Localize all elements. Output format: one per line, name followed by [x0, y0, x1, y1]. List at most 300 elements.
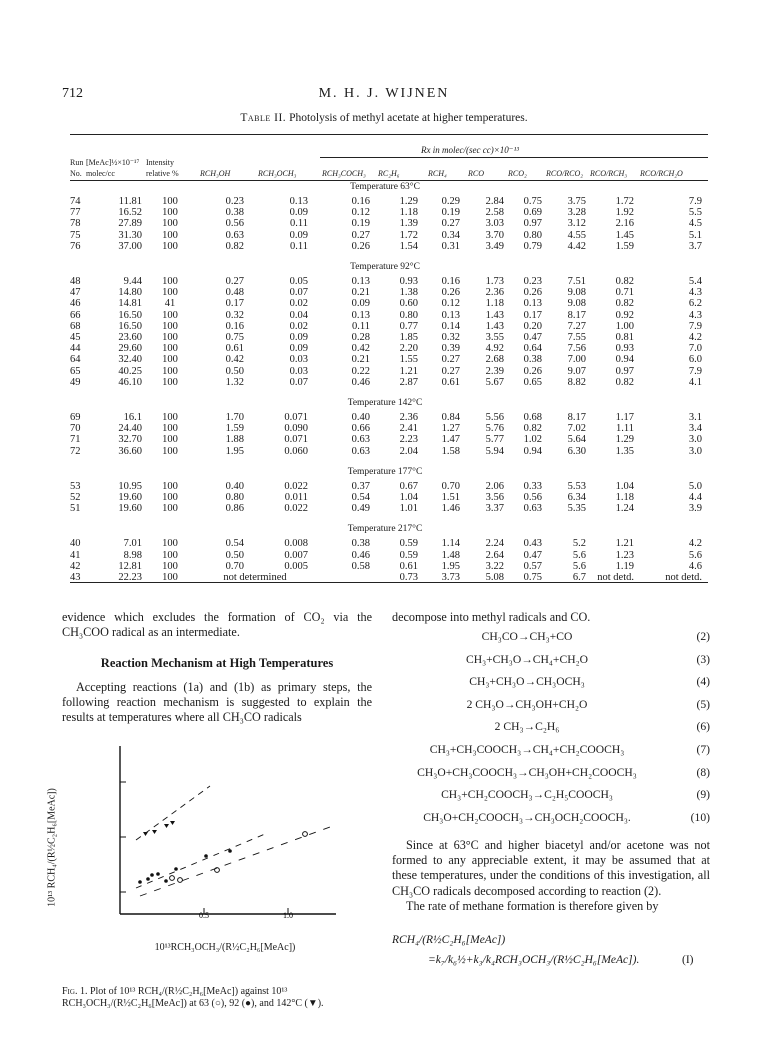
- rate-equation-number: (I): [682, 954, 694, 966]
- table-cell: 0.27: [441, 218, 460, 230]
- table-cell: 0.46: [351, 376, 370, 388]
- table-cell: not determined: [223, 572, 287, 583]
- table-cell: 9.44: [123, 276, 142, 287]
- table-cell: 0.40: [225, 480, 244, 492]
- table-cell: 0.060: [284, 445, 308, 457]
- data-point: [164, 824, 169, 828]
- table-cell: 5.6: [572, 560, 586, 572]
- table-cell: 0.94: [523, 445, 542, 457]
- table-cell: 0.54: [351, 492, 370, 503]
- table-cell: 100: [162, 309, 178, 321]
- table-cell: 2.16: [615, 218, 634, 230]
- data-point: [174, 867, 178, 871]
- table-cell: 0.09: [289, 343, 308, 355]
- table-cell: 0.38: [523, 354, 542, 366]
- table-cell: 0.82: [523, 423, 542, 435]
- table-cell: 0.03: [289, 365, 308, 377]
- table-cell: 0.46: [351, 549, 370, 561]
- table-cell: 0.09: [289, 332, 308, 343]
- table-cell: 2.36: [485, 287, 504, 299]
- equation: [392, 766, 710, 782]
- table-cell: 51: [70, 503, 81, 515]
- table-cell: not detd.: [665, 572, 702, 583]
- table-cell: 1.43: [485, 320, 504, 332]
- table-cell: 3.56: [485, 492, 504, 503]
- table-cell: 0.27: [351, 229, 370, 241]
- table-cell: 0.47: [523, 332, 542, 343]
- table-cell: 5.6: [572, 549, 586, 561]
- table-cell: 0.63: [351, 434, 370, 446]
- table-cell: 6.2: [688, 298, 702, 310]
- table-cell: 0.94: [615, 354, 634, 366]
- table-cell: 8.17: [567, 309, 586, 321]
- table-cell: 0.27: [441, 354, 460, 366]
- table-cell: 0.79: [523, 240, 542, 252]
- table-cell: 19.60: [118, 492, 142, 503]
- equation-text: 2 CH₃O→CH₃OH+CH₂O: [466, 697, 588, 711]
- table-cell: 5.53: [567, 480, 586, 492]
- fit-line-63: [140, 827, 330, 896]
- table-cell: 100: [162, 343, 178, 355]
- table-cell: 7.9: [688, 196, 702, 207]
- table-cell: 29.60: [118, 343, 142, 355]
- table-cell: 100: [162, 480, 178, 492]
- table-cell: 24.40: [118, 423, 142, 435]
- table-cell: 1.43: [485, 309, 504, 321]
- table-cell: 7.51: [567, 276, 586, 287]
- table-cell: 41: [164, 298, 176, 310]
- table-cell: 0.86: [225, 503, 244, 515]
- table-cell: 1.18: [615, 492, 634, 503]
- table-cell: 37.00: [118, 240, 142, 252]
- table-cell: 5.76: [485, 423, 504, 435]
- table-cell: 72: [70, 445, 81, 457]
- table-cell: 11.81: [118, 196, 142, 207]
- table-cell: 1.32: [225, 376, 244, 388]
- table-cell: 100: [162, 196, 178, 207]
- table-cell: 9.08: [567, 287, 586, 299]
- equation: [392, 698, 710, 714]
- table-cell: 0.17: [225, 298, 244, 310]
- table-cell: 0.26: [441, 287, 460, 299]
- table-column-header: RCO/RCH₂O: [640, 169, 683, 178]
- table-cell: 0.80: [523, 229, 542, 241]
- table-cell: 0.63: [351, 445, 370, 457]
- table-cell: 0.13: [351, 276, 370, 287]
- table-cell: 0.09: [351, 298, 370, 310]
- table-cell: 0.80: [225, 492, 244, 503]
- table-cell: 0.04: [289, 309, 308, 321]
- table-cell: 0.42: [351, 343, 370, 355]
- table-cell: 5.5: [688, 207, 702, 219]
- temperature-group-label: Temperature 63°C: [350, 182, 420, 192]
- table-cell: 9.07: [567, 365, 586, 377]
- table-cell: 2.06: [485, 480, 504, 492]
- table-cell: 78: [70, 218, 81, 230]
- table-cell: 10.95: [118, 480, 142, 492]
- equation: [392, 743, 710, 759]
- temperature-group-label: Temperature 217°C: [347, 524, 423, 535]
- table-bottom-rule: [70, 582, 708, 583]
- table-cell: 19.60: [118, 503, 142, 515]
- table-column-header: RCO₂: [508, 169, 527, 178]
- figure-plot: [80, 742, 340, 962]
- table-column-header: RCO/RCH₃: [590, 169, 628, 178]
- equation-text: CH₃+CH₃O→CH₃OCH₃: [469, 675, 585, 689]
- table-cell: 1.47: [441, 434, 460, 446]
- table-cell: 0.31: [441, 240, 460, 252]
- table-cell: 0.47: [523, 549, 542, 561]
- table-cell: 8.98: [123, 549, 142, 561]
- table-cell: 1.29: [399, 196, 418, 207]
- left-paragraph-1: evidence which excludes the formation of CO₂ via the CH₃COO radical as an intermediate.: [62, 610, 372, 640]
- table-cell: 0.82: [615, 276, 634, 287]
- table-cell: 0.75: [523, 572, 542, 583]
- table-cell: 4.2: [688, 332, 702, 343]
- equation-number: (7): [696, 743, 710, 756]
- table-cell: 0.61: [225, 343, 244, 355]
- table-cell: 0.11: [290, 240, 308, 252]
- rate-equation-line-2: =k₇/k₆½+k₃/k₄RCH₃OCH₃/(R½C₂H₆[MeAc]).: [428, 954, 640, 966]
- equation: [392, 675, 710, 691]
- table-cell: 0.75: [225, 332, 244, 343]
- data-point: [150, 873, 154, 877]
- table-cell: 1.01: [399, 503, 418, 515]
- table-cell: 1.72: [399, 229, 418, 241]
- table-cell: 0.09: [289, 207, 308, 219]
- table-cell: 100: [162, 560, 178, 572]
- table-cell: 0.26: [523, 365, 542, 377]
- table-cell: 100: [162, 287, 178, 299]
- table-cell: 100: [162, 549, 178, 561]
- table-cell: 6.34: [567, 492, 586, 503]
- table-cell: 1.04: [399, 492, 418, 503]
- table-cell: 27.89: [118, 218, 142, 230]
- table-column-header: RC₂H₆: [378, 169, 400, 178]
- table-cell: 3.9: [688, 503, 702, 515]
- table-cell: 0.93: [615, 343, 634, 355]
- table-cell: 1.95: [225, 445, 244, 457]
- table-cell: 40: [70, 538, 81, 550]
- table-column-header: RCO: [468, 169, 484, 178]
- table-cell: 1.21: [615, 538, 634, 550]
- table-cell: 6.7: [572, 572, 586, 583]
- table-cell: 7.02: [567, 423, 586, 435]
- table-cell: 4.1: [688, 376, 702, 388]
- x-tick-label: 1.0: [283, 911, 293, 920]
- table-cell: 0.42: [225, 354, 244, 366]
- table-cell: 6.30: [567, 445, 586, 457]
- table-cell: 1.18: [485, 298, 504, 310]
- table-cell: 2.64: [485, 549, 504, 561]
- table-cell: 0.07: [289, 376, 308, 388]
- equation-text: CH₃O+CH₃COOCH₃→CH₃OH+CH₂COOCH₃: [417, 765, 637, 779]
- table-cell: 0.11: [290, 218, 308, 230]
- table-cell: 1.54: [399, 240, 418, 252]
- table-cell: 1.73: [485, 276, 504, 287]
- equation-text: CH₃O+CH₂COOCH₃→CH₃OCH₂COOCH₃.: [423, 810, 631, 824]
- table-cell: 1.24: [615, 503, 634, 515]
- table-cell: 53: [70, 480, 81, 492]
- table-cell: 3.03: [485, 218, 504, 230]
- table-cell: 1.58: [441, 445, 460, 457]
- table-caption-label: Table II.: [240, 112, 287, 124]
- table-cell: 0.022: [284, 480, 308, 492]
- table-cell: 7.56: [567, 343, 586, 355]
- table-cell: 0.92: [615, 309, 634, 321]
- table-cell: 100: [162, 412, 178, 423]
- table-cell: 42: [70, 560, 81, 572]
- table-cell: 0.022: [284, 503, 308, 515]
- table-cell: 16.50: [118, 320, 142, 332]
- table-cell: 2.04: [399, 445, 418, 457]
- table-cell: 7.0: [688, 343, 702, 355]
- table-cell: 100: [162, 492, 178, 503]
- table-cell: 0.071: [284, 434, 308, 446]
- table-cell: 100: [162, 538, 178, 550]
- table-cell: 0.11: [352, 320, 370, 332]
- table-cell: 1.19: [615, 560, 634, 572]
- table-cell: 1.39: [399, 218, 418, 230]
- table-cell: 0.008: [284, 538, 308, 550]
- table-cell: 0.43: [523, 538, 542, 550]
- table-cell: 100: [162, 572, 178, 583]
- table-cell: 5.94: [485, 445, 504, 457]
- table-cell: 0.77: [399, 320, 418, 332]
- table-cell: 5.0: [688, 480, 702, 492]
- table-top-rule: [70, 134, 708, 135]
- table-cell: 0.84: [441, 412, 460, 423]
- table-cell: 3.28: [567, 207, 586, 219]
- table-cell: 0.02: [289, 320, 308, 332]
- table-cell: 3.49: [485, 240, 504, 252]
- table-cell: 4.6: [688, 560, 702, 572]
- equation: [392, 811, 710, 827]
- table-cell: 5.2: [572, 538, 586, 550]
- table-cell: 100: [162, 445, 178, 457]
- table-cell: 0.34: [441, 229, 460, 241]
- table-cell: 100: [162, 365, 178, 377]
- table-cell: 100: [162, 240, 178, 252]
- table-cell: 1.27: [441, 423, 460, 435]
- table-cell: 0.64: [523, 343, 542, 355]
- table-cell: 5.64: [567, 434, 586, 446]
- table-cell: 7.9: [688, 365, 702, 377]
- table-cell: 2.41: [399, 423, 418, 435]
- equation-number: (8): [696, 765, 710, 779]
- table-cell: 1.38: [399, 287, 418, 299]
- table-cell: 0.16: [351, 196, 370, 207]
- table-cell: 4.92: [485, 343, 504, 355]
- table-cell: 100: [162, 207, 178, 219]
- temperature-group-label: Temperature 142°C: [347, 398, 423, 408]
- table-column-header: RCH₃COCH₃: [322, 169, 366, 178]
- table-cell: 0.82: [615, 376, 634, 388]
- table-header-rule: [70, 180, 708, 181]
- table-cell: 3.70: [485, 229, 504, 241]
- table-cell: 0.38: [351, 538, 370, 550]
- table-cell: 1.59: [615, 240, 634, 252]
- table-caption-text: Photolysis of methyl acetate at higher temperatures.: [289, 112, 528, 124]
- table-cell: 0.81: [615, 332, 634, 343]
- table-cell: 7.00: [567, 354, 586, 366]
- table-cell: 0.23: [225, 196, 244, 207]
- table-cell: 5.67: [485, 376, 504, 388]
- table-column-header: RCH₃OH: [200, 169, 231, 178]
- table-cell: 0.82: [225, 240, 244, 252]
- table-cell: 4.3: [688, 287, 702, 299]
- data-point: [170, 876, 175, 881]
- series-142: [143, 821, 175, 836]
- table-cell: 0.13: [523, 298, 542, 310]
- figure-caption-text: Plot of 10¹³ RCH₄/(R½C₂H₆[MeAc]) against 10¹³ RCH₃OCH₃/(R½C₂H₆[MeAc]) at 63 (○), 92 (●), and 142°C (▼).: [62, 986, 324, 1009]
- table-cell: 100: [162, 218, 178, 230]
- table-cell: 1.51: [441, 492, 460, 503]
- table-cell: 4.55: [567, 229, 586, 241]
- table-column-header: RCH₃OCH₃: [258, 169, 297, 178]
- y-axis-label: 10¹³ RCH₄/(R½C₂H₆[MeAc]): [46, 788, 58, 907]
- section-heading: Reaction Mechanism at High Temperatures: [100, 656, 334, 670]
- table-cell: 1.72: [615, 196, 634, 207]
- table-cell: 8.17: [567, 412, 586, 423]
- table-cell: 4.2: [688, 538, 702, 550]
- table-cell: 64: [70, 354, 81, 366]
- data-point: [143, 832, 148, 836]
- table-column-header: relative %: [146, 169, 179, 178]
- table-cell: 2.36: [399, 412, 418, 423]
- table-cell: 100: [162, 423, 178, 435]
- table-cell: 0.09: [289, 229, 308, 241]
- table-column-header: RCH₄: [428, 169, 447, 178]
- table-cell: 5.1: [688, 229, 702, 241]
- table-cell: 0.60: [399, 298, 418, 310]
- table-cell: 5.6: [688, 549, 702, 561]
- table-cell: 0.82: [615, 298, 634, 310]
- table-cell: 70: [70, 423, 81, 435]
- table-cell: 0.70: [225, 560, 244, 572]
- table-cell: 0.59: [399, 538, 418, 550]
- table-cell: 77: [70, 207, 81, 219]
- table-cell: 23.60: [118, 332, 142, 343]
- table-cell: 1.55: [399, 354, 418, 366]
- x-tick-label: 0.5: [199, 911, 209, 920]
- table-cell: 75: [70, 229, 81, 241]
- table-cell: 0.65: [523, 376, 542, 388]
- table-column-header: Run: [70, 158, 84, 167]
- data-point: [204, 854, 208, 858]
- equation-number: (10): [690, 810, 710, 824]
- table-cell: 43: [70, 572, 81, 583]
- table-cell: 0.63: [225, 229, 244, 241]
- table-cell: 0.58: [351, 560, 370, 572]
- table-cell: 8.82: [567, 376, 586, 388]
- table-cell: 0.21: [351, 354, 370, 366]
- table-cell: 7.27: [567, 320, 586, 332]
- table-cell: 4.42: [567, 240, 586, 252]
- table-cell: 1.21: [399, 365, 418, 377]
- table-cell: 3.73: [441, 572, 460, 583]
- table-cell: 0.66: [351, 423, 370, 435]
- table-cell: 0.071: [284, 412, 308, 423]
- table-cell: 0.50: [225, 365, 244, 377]
- table-cell: 0.93: [399, 276, 418, 287]
- table-cell: 0.61: [399, 560, 418, 572]
- equation-number: (2): [696, 630, 710, 643]
- table-cell: 74: [70, 196, 81, 207]
- table-cell: 0.73: [399, 572, 418, 583]
- table-cell: 3.0: [688, 434, 702, 446]
- table-cell: 100: [162, 503, 178, 515]
- table-cell: 100: [162, 354, 178, 366]
- table-super-header: Rx in molec/(sec cc)×10⁻¹³: [421, 145, 519, 155]
- table-cell: 0.12: [351, 207, 370, 219]
- table-cell: 31.30: [118, 229, 142, 241]
- table-cell: 41: [70, 549, 81, 561]
- table-cell: 44: [70, 343, 81, 355]
- equation-number: (5): [696, 697, 710, 711]
- table-cell: 3.55: [485, 332, 504, 343]
- running-header: M. H. J. WIJNEN: [318, 86, 450, 101]
- table-cell: not detd.: [597, 572, 634, 583]
- equation-number: (6): [696, 720, 710, 734]
- table-cell: 66: [70, 309, 81, 321]
- table-cell: 1.88: [225, 434, 244, 446]
- table-cell: 0.13: [289, 196, 308, 207]
- table-cell: 0.75: [523, 196, 542, 207]
- table-cell: 3.37: [485, 503, 504, 515]
- table-cell: 7.55: [567, 332, 586, 343]
- table-cell: 5.35: [567, 503, 586, 515]
- table-cell: 32.40: [118, 354, 142, 366]
- data-point: [152, 830, 157, 834]
- page-number: 712: [62, 86, 83, 101]
- x-axis-label: 10¹³RCH₃OCH₃/(R½C₂H₆[MeAc]): [154, 942, 296, 953]
- table-cell: 0.38: [225, 207, 244, 219]
- table-caption: [0, 112, 768, 124]
- table-cell: 0.03: [289, 354, 308, 366]
- table-cell: 100: [162, 434, 178, 446]
- table-cell: 0.16: [225, 320, 244, 332]
- table-column-header: No.: [70, 169, 82, 178]
- table-cell: 0.59: [399, 549, 418, 561]
- table-cell: 76: [70, 240, 81, 252]
- table-cell: 0.090: [284, 423, 308, 435]
- equation: [392, 720, 710, 736]
- table-cell: 4.4: [688, 492, 702, 503]
- table-cell: 65: [70, 365, 81, 377]
- figure-caption: [62, 986, 372, 1010]
- equation: [392, 653, 710, 669]
- table-cell: 0.70: [441, 480, 460, 492]
- table-cell: 0.29: [441, 196, 460, 207]
- table-cell: 36.60: [118, 445, 142, 457]
- table-cell: 100: [162, 276, 178, 287]
- table-cell: 2.20: [399, 343, 418, 355]
- table-cell: 0.22: [351, 365, 370, 377]
- table-cell: 48: [70, 276, 81, 287]
- left-paragraph-2: Accepting reactions (1a) and (1b) as primary steps, the following reaction mechanism is suggested to explain the results at temperatures where all CH₃CO radicals: [62, 680, 372, 725]
- table-cell: 7.01: [123, 538, 142, 550]
- table-cell: 16.52: [118, 207, 142, 219]
- table-cell: 0.005: [284, 560, 308, 572]
- data-point: [146, 877, 150, 881]
- right-paragraph: Since at 63°C and higher biacetyl and/or acetone was not formed to any appreciable extent, it may be assumed that at these temperatures, under the conditions of this investigation, all CH₃CO radicals decomposed according to reaction (2). The rate of methane formation is therefore given by: [392, 838, 710, 913]
- table-cell: 2.39: [485, 365, 504, 377]
- table-cell: 1.35: [615, 445, 634, 457]
- table-cell: 0.68: [523, 412, 542, 423]
- table-cell: 0.16: [441, 276, 460, 287]
- data-point: [228, 849, 232, 853]
